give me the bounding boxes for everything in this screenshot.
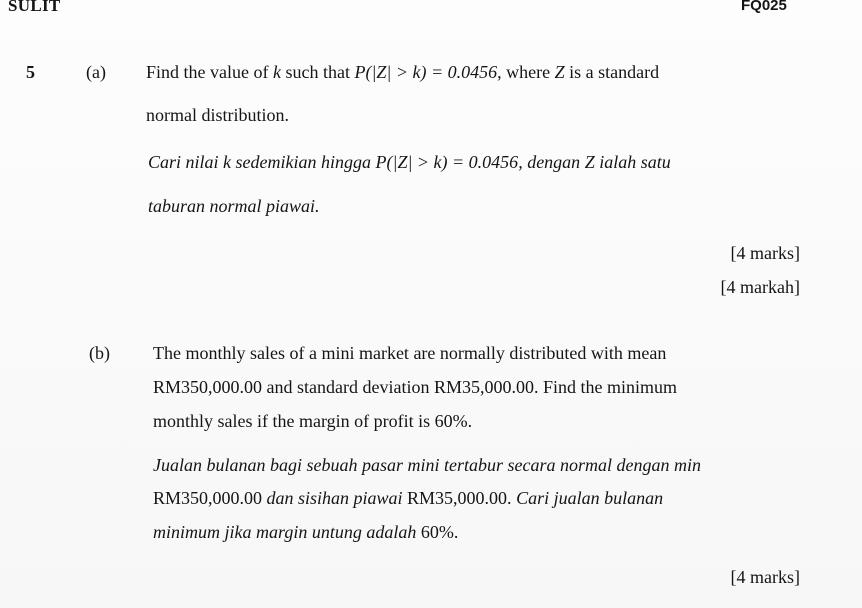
- part-a-ms-text-end: ialah satu: [599, 152, 671, 172]
- part-a-en-text-end: is a standard: [569, 62, 660, 82]
- part-a-ms-text-post: , dengan: [518, 152, 581, 172]
- part-b-marks-text: [4 marks]: [730, 567, 800, 587]
- marks-en-text: [4 marks]: [730, 243, 800, 263]
- question-number: 5: [26, 62, 35, 82]
- part-a-ms-k: k: [223, 152, 232, 172]
- part-b-ms-line2: [153, 488, 663, 509]
- part-a-en-k: k: [272, 62, 281, 82]
- header-code: FQ025: [741, 0, 787, 14]
- part-a-marks-en: [731, 243, 800, 264]
- part-b-ms-line3: [153, 522, 458, 543]
- part-a-en-text-mid: such that: [285, 62, 350, 82]
- part-a-ms-z: Z: [584, 152, 595, 172]
- part-b-ms-amount-sd: RM35,000.00.: [407, 488, 512, 508]
- part-a-marks-ms: [721, 277, 800, 298]
- part-b-ms-percent: 60%.: [420, 522, 459, 542]
- part-a-ms-expression: P(|Z| > k) = 0.0456: [375, 152, 519, 172]
- part-a-label: (a): [86, 62, 106, 82]
- part-b-ms-text-end: Cari jualan bulanan: [516, 488, 664, 508]
- part-b-en-line1: The monthly sales of a mini market are normally distributed with mean: [153, 343, 667, 363]
- part-b-en-line2: RM350,000.00 and standard deviation RM35,000.00. Find the minimum: [153, 377, 677, 397]
- marks-ms-text: [4 markah]: [720, 277, 800, 297]
- part-a-en-line1: [146, 62, 659, 83]
- part-a-en-line2: normal distribution.: [146, 105, 289, 125]
- part-a-ms-text-mid: sedemikian hingga: [235, 152, 371, 172]
- part-a-ms-line1: [148, 152, 671, 173]
- part-b-en-line3: monthly sales if the margin of profit is 60%.: [153, 411, 473, 431]
- part-b-marks-en: [731, 567, 800, 588]
- header-sulit: SULIT: [8, 0, 61, 15]
- part-a-ms-text: Cari nilai: [148, 152, 219, 172]
- part-b-ms-line1: Jualan bulanan bagi sebuah pasar mini tertabur secara normal dengan min: [153, 455, 701, 475]
- part-b-ms-amount-mean: RM350,000.00: [153, 488, 263, 508]
- part-a-ms-line2: taburan normal piawai.: [148, 196, 320, 216]
- part-b-label: (b): [89, 343, 110, 363]
- part-a-en-z: Z: [554, 62, 565, 82]
- part-a-en-expression: P(|Z| > k) = 0.0456: [354, 62, 498, 82]
- part-b-ms-text3: minimum jika margin untung adalah: [153, 522, 417, 542]
- part-a-en-text: Find the value of: [146, 62, 269, 82]
- part-b-ms-text: dan sisihan piawai: [266, 488, 403, 508]
- part-a-en-text-post: , where: [497, 62, 551, 82]
